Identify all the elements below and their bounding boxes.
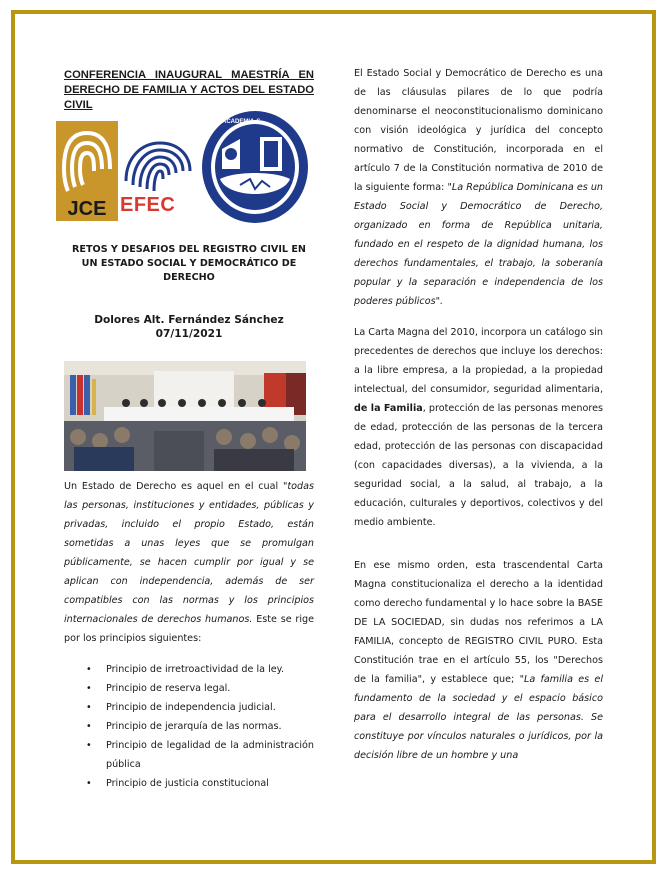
- document-date: 07/11/2021: [155, 328, 223, 340]
- jce-logo: [56, 121, 118, 221]
- list-item: • Principio de irretroactividad de la ley.: [86, 660, 314, 679]
- estado-social-paragraph: El Estado Social y Democrático de Derecho es una de las cláusulas pilares de lo que podría denominarse el neoconstitucionalismo dominicano con visión ideológica y jurídica del concepto normativo de Constitución, incorporada en el artículo 7 de la Constitución normativa de 2010 de la siguiente forma: "La República Dominicana es un Estado Social y Democrático de Derecho, organizado en forma de República unitaria, fundado en el respeto de la dignidad humana, los derechos fundamentales, el trabajo, la soberanía popular y la separación e independencia de los poderes públicos".: [354, 68, 603, 307]
- conference-subtitle: RETOS Y DESAFIOS DEL REGISTRO CIVIL EN UN ESTADO SOCIAL Y DEMOCRÁTICO DE DERECHO: [72, 244, 306, 283]
- efec-logo-text: EFEC: [120, 194, 176, 216]
- academia-seal-icon: [200, 109, 310, 225]
- list-item: • Principio de independencia judicial.: [86, 698, 314, 717]
- logos-row: [64, 121, 314, 231]
- right-column: [354, 64, 603, 765]
- left-column: [64, 68, 314, 793]
- estado-de-derecho-paragraph: Un Estado de Derecho es aquel en el cual "todas las personas, instituciones y entidades, públicas y privadas, incluido el propio Estado, están sometidas a unas leyes que se promulgan públicamente, se hacen cumplir por igual y se aplican con independencia, además de ser compatibles con las normas y los principios internacionales de derechos humanos. Este se rige por los principios siguientes:: [64, 481, 314, 644]
- author-name: Dolores Alt. Fernández Sánchez: [94, 314, 284, 326]
- svg-text:·ACADEMIA·S·: ·ACADEMIA·S·: [220, 119, 263, 125]
- derecho-identidad-paragraph: En ese mismo orden, esta trascendental Carta Magna constitucionaliza el derecho a la identidad como derecho fundamental y lo hace sobre la BASE DE LA SOCIEDAD, sin dudas nos referimos a LA FAMILIA, concepto de REGISTRO CIVIL PURO. Esta Constitución trae en el artículo 55, los "Derechos de la familia", y establece que; "La familia es el fundamento de la sociedad y el espacio básico para el desarrollo integral de las personas. Se constituye por vínculos naturales o jurídicos, por la decisión libre de un hombre y una: [354, 560, 604, 761]
- list-item: • Principio de justicia constitucional: [86, 774, 314, 793]
- document-title: CONFERENCIA INAUGURAL MAESTRÍA EN DERECHO DE FAMILIA Y ACTOS DEL ESTADO CIVIL: [64, 69, 314, 111]
- list-item: • Principio de reserva legal.: [86, 679, 314, 698]
- carta-magna-paragraph: La Carta Magna del 2010, incorpora un catálogo sin precedentes de derechos que incluye los derechos: a la libre empresa, a la propiedad, a la propiedad intelectual, del consumidor, seguridad alimentaria, de la Familia, protección de las personas menores de edad, protección de las personas de la tercera edad, protección de las personas con discapacidad (con capacidades diversas), a la vivienda, a la seguridad social, a la salud, al trabajo, a la educación, culturales y deportivos, colectivos y del medio ambiente.: [354, 327, 603, 528]
- jce-logo-text: JCE: [67, 198, 107, 220]
- list-item: • Principio de legalidad de la administración pública: [86, 736, 314, 774]
- principles-list: [64, 660, 314, 793]
- conference-photo: [64, 361, 306, 471]
- fingerprint-icon: [120, 135, 194, 195]
- list-item: • Principio de jerarquía de las normas.: [86, 717, 314, 736]
